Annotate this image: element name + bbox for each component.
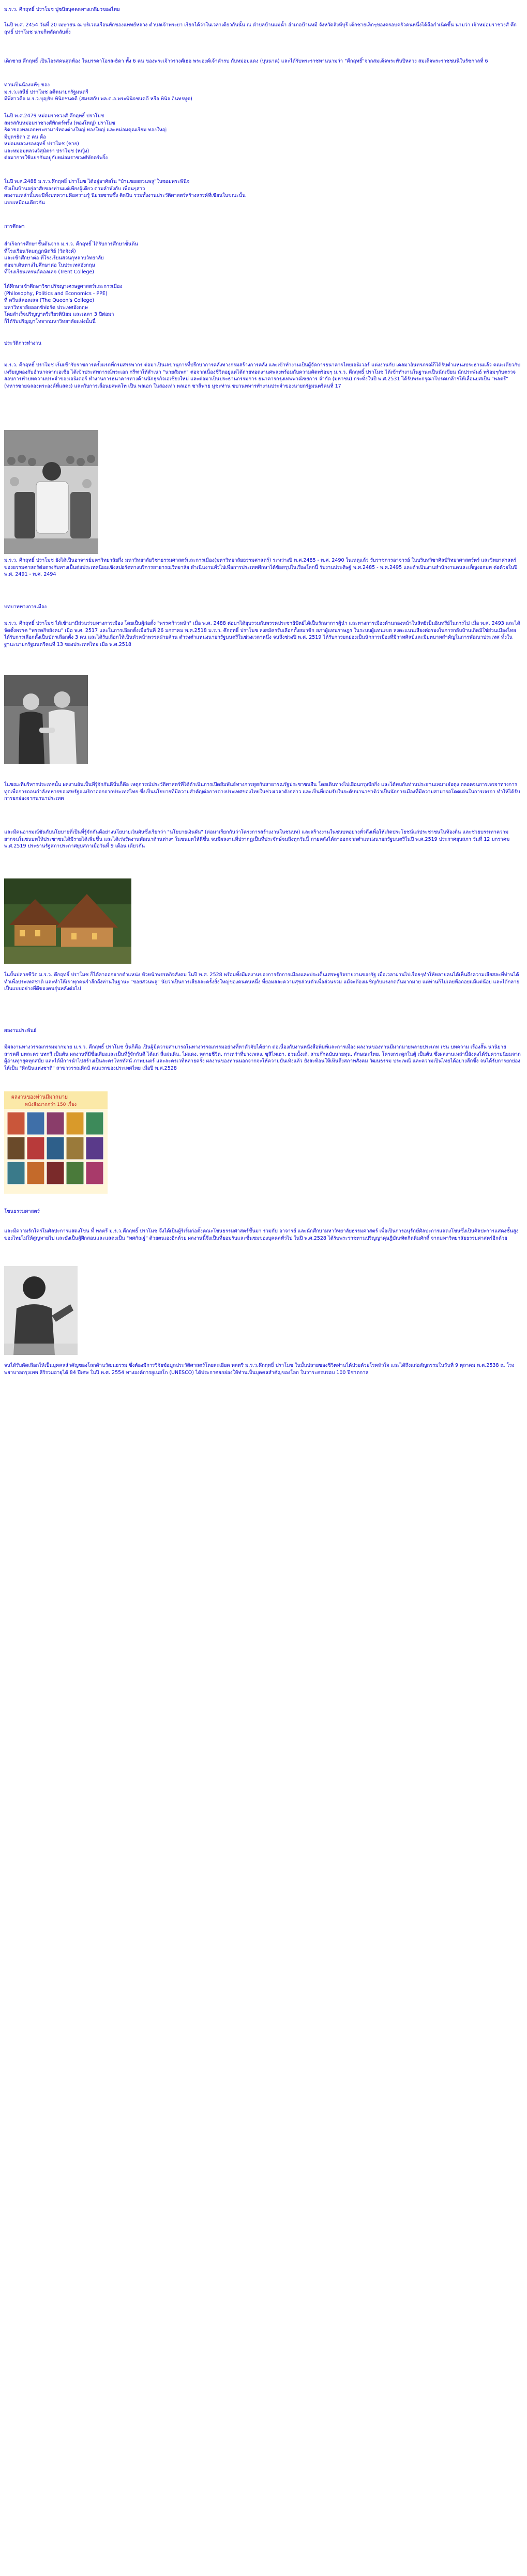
education-line: ที่ ควีนส์คอลเลจ (The Queen's College) [4,298,95,303]
siblings-line: ทานเป็นน้องแท้ๆ ของ [4,82,50,88]
education-line: สำเร็จการศึกษาชั้นต้นจาก ม.ร.ว. คึกฤทธิ์ ได้รับการศึกษาชั้นต้น [4,241,138,247]
education-heading: การศึกษา [4,224,25,229]
photo-portrait-icon [4,1266,78,1355]
education-line: ที่โรงเรียนวัดมกุฎกษัตริย์ (วัดจังค์) [4,248,76,254]
residence-line: ในปี พ.ศ.2488 ม.ร.ว.คึกฤทธิ์ ปราโมช ได้อยู่อาศัยใน "บ้านซอยสวนพลู"ในซอยพระพินิจ [4,179,190,184]
education-line: ต่อมาเดินทางไปศึกษาต่อ ในประเทศอังกฤษ [4,262,95,268]
education-line: ที่โรงเรียนเทรนต์คอลเลจ (Trent College) [4,269,94,275]
politics-paragraph-1: ม.ร.ว. คึกฤทธิ์ ปราโมช ได้เข้ามามีส่วนร่วมทางการเมือง โดยเป็นผู้ก่อตั้ง "พรรคก้าวหน้า" เมื่อ พ.ศ. 2488 ต่อมาได้ยุบรวมกับพรรคประชาธิปัตย์ได้เป็นรักษาการผู้นำ และทางการเมืองด้านกองหน้าในสิทธิเป็นอินทรีย์ในการไป เมื่อ พ.ศ. 2493 และได้จัดตั้งพรรค "พรรคกิจสังคม" เมื่อ พ.ศ. 2517 และในการเลือกตั้งเมื่อวันที่ 26 มกราคม พ.ศ.2518 ม.ร.ว. คึกฤทธิ์ ปราโมช ลงสมัครรับเลือกตั้งสมาชิก สภาผู้แทนราษฎร ในระบบผู้แทนเขต ลงคะแนนเสียงต่อรองในการกลับบ้านเกิดมิใช่ส่วนเมืองไทย ได้รับการเลือกตั้งเป็นบัตรเลือกตั้ง 3 คน และได้รับเลือกให้เป็นหัวหน้าพรรคฝ่ายค้าน ดำรงตำแหน่งนายกรัฐมนตรีในช่วงเวลาหนึ่ง จนถึงช่วงปี พ.ศ. 2519 ได้รับการยกย่องเป็นนักการเมืองที่มีวาทศิลป์และมีบทบาทสำคัญในการพัฒนาประเทศ ทั้งในฐานะนายกรัฐมนตรีคนที่ 13 ของประเทศไทย เมื่อ พ.ศ.2518 [4,621,520,647]
later-paragraph: ในบั้นปลายชีวิต ม.ร.ว. คึกฤทธิ์ ปราโมช ก็ได้ลาออกจากตำแหน่ง หัวหน้าพรรคกิจสังคม ในปี พ.ศ. 2528 พร้อมทั้งมีผลงานของการรักการเมืองและประเด็นเศรษฐกิจรายงานของรัฐ เมื่อเวลาผ่านไปเรื่อยๆทำให้หลายคนได้เห็นถึงความเสียสละที่ท่านได้ทำเพื่อประเทศชาติ และทำให้เราทุกคนรำลึกถึงท่านในฐานะ "ซอยสวนพลู" นับว่าเป็นการเสียสละครั้งยิ่งใหญ่ของคนคนหนึ่ง ที่ยอมสละความสุขส่วนตัวเพื่อส่วนรวม แม้จะต้องเผชิญกับแรงกดดันมากมาย แต่ท่านก็ไม่เคยท้อถอยแม้แต่น้อย และได้กลายเป็นแบบอย่างที่ดีของคนรุ่นหลังต่อไป [4,972,520,992]
marriage-line: ธิดาของพลเอกพระยามาร์ทองต่างใหญ่ ทองใหญ่ และหม่อมคุณเรียม ทองใหญ่ [4,127,167,133]
politics-heading: บทบาททางการเมือง [4,604,47,610]
residence-line: ผลงานเหล่านั้นจะมีทั้งบทความคือความรู้ นิยายซาบซึ้ง ศิลปิน รวมทั้งงานประวัติศาสตร์สร้างสรรค์ที่เขียนในขณะนั้น [4,193,246,198]
education-list [4,241,521,276]
literary-heading: ผลงานประพันธ์ [4,1028,37,1034]
education-line: โดยสำเร็จปริญญาตรีเกียรตินิยม และเฉลา 3 ปีต่อมา [4,312,114,317]
death-paragraph: จนได้รับคัดเลือกให้เป็นบุคคลสำคัญของโลกด้านวัฒนธรรม ซึ่งต้องมีการวิจัยข้อมูลประวัติศาสตร์โดยละเอียด พลตรี ม.ร.ว.คึกฤทธิ์ ปราโมช ในบั้นปลายของชีวิตท่านได้ป่วยด้วยโรคหัวใจ และได้ถึงแก่อสัญกรรมในวันที่ 9 ตุลาคม พ.ศ.2538 ณ โรงพยาบาลกรุงเทพ สิริรวมอายุได้ 84 ปีเศษ ในปี พ.ศ. 2554 ทางองค์การยูเนสโก (UNESCO) ได้ประกาศยกย่องให้ท่านเป็นบุคคลสำคัญของโลก ในวาระครบรอบ 100 ปีชาตกาล [4,1363,515,1376]
family-paragraph: เด็กชาย คึกฤทธิ์ เป็นโอรสคนสุดท้อง ในบรรดาโอรส-ธิดา ทั้ง 6 คน ของพระเจ้าวรวงศ์เธอ พระองค์เจ้าคำรบ กับหม่อมแดง (บุนนาค) และได้รับพระราชทานนามว่า "คึกฤทธิ์"จากสมเด็จพระพันปีหลวง สมเด็จพระราชชนนีในรัชกาลที่ 6 [4,58,488,64]
career-heading: ประวัติการทำงาน [4,341,41,346]
education-line: ได้ศึกษาเข้าศึกษาวิชาปรัชญาเศรษฐศาสตร์และการเมือง [4,284,123,289]
books-subcaption: หนังสือมากกว่า 150 เรื่อง [25,1102,77,1107]
education-list-2 [4,283,521,325]
education-line: ก็ได้รับปริญญาโทจากมหาวิทยาลัยแห่งนั้นนี้ [4,318,96,325]
siblings-list [4,82,521,103]
intro-paragraph: ในปี พ.ศ. 2454 วันที่ 20 เมษายน ณ บริเวณเรือนพักของแพทย์หลวง ตำบลเจ้าพระยา เรียกได้ว่าในเวลาเดียวกันนั้น ณ ตำบลบ้านแม่น้ำ อำเภอบ้านหมี จังหวัดสิงห์บุรี เด็กชายเล็กๆของครอบครัวคนหนึ่งได้ถือกำเนิดขึ้น นามว่า เจ้าหม่อมราชวงศ์ คึกฤทธิ์ ปราโมช นามก็พลัดกลับตั้ง [4,22,517,35]
siblings-line: มีพี่สาวคือ ม.ร.ว.บุญรับ พินิจชนคดี (สมรสกับ พล.ต.อ.พระพินิจชนคดี หรือ พินิจ อินทรทูต) [4,96,192,102]
khon-heading: โขนธรรมศาสตร์ [4,1209,40,1214]
marriage-line: และหม่อมหลวงวิสุมิตรา ปราโมช (หญิง) [4,148,89,154]
education-line: มหาวิทยาลัยออกซ์ฟอร์ด ประเทศอังกฤษ [4,304,88,311]
marriage-line: มีบุตรธิดา 2 คน คือ [4,134,46,140]
siblings-line: ม.ร.ว.เสนีย์ ปราโมช อดีตนายกรัฐมนตรี [4,89,88,95]
marriage-line: สมรสกับหม่อมราชวงศ์พักตร์พริ้ง (ทองใหญ่) ปราโมช [4,120,115,126]
residence-line: แบบเหมือนเดียวกัน [4,199,45,206]
photo-politician-icon [4,430,98,554]
politics-paragraph-3: และมีคนอารมณ์ขันกับนโยบายที่เป็นที่รู้จักกันดีอย่างนโยบายเงินผันซึ่งเรียกว่า "นโยบายเงินผัน" (ต่อมาเรียกกันว่าโครงการสร้างงานในชนบท) และสร้างงานในชนบทอย่างทั่วถึงเพื่อให้เกิดประโยชน์แก่ประชาชนในท้องถิ่น และช่วยบรรเทาความยากจนในชนบทให้ประชาชนได้มีรายได้เพิ่มขึ้น และได้เร่งรัดงานพัฒนาด้านต่างๆ ในชนบทให้ดีขึ้น จนมีผลงานที่ปรากฏเป็นที่ประจักษ์จนถึงทุกวันนี้ ภายหลังได้ลาออกจากตำแหน่งนายกรัฐมนตรีในปี พ.ศ.2519 ประกาศยุบสภา วันที่ 12 มกราคม พ.ศ.2519 ประธานรัฐสภาประกาศยุบสภาเมื่อวันที่ 9 เดือน เดียวกัน [4,829,510,849]
education-line: และเข้าศึกษาต่อ ที่โรงเรียนสวนกุหลาบวิทยาลัย [4,255,104,261]
page-title: ม.ร.ว. คึกฤทธิ์ ปราโมช ปูชนียบุคคลทางเกลียวของไทย [4,7,120,12]
founder-paragraph: ม.ร.ว. คึกฤทธิ์ ปราโมช ยังได้เป็นอาจารย์มหาวิทยาลัยกึ่ง มหาวิทยาลัยวิชาธรรมศาสตร์และการเมือง(มหาวิทยาลัยธรรมศาสตร์) ระหว่างปี พ.ศ.2485 - พ.ศ. 2490 ในเหตุแล้ว รับราชการอาจารย์ ในบริบทวิชาศิลป์วิทยาศาสตร์ตร์ และวิทยาศาสตร์ของธรรมศาสตร์ต่อตรงกับทางเป็นต่อประเทศนิยมเชิงสปอร์ตทางบริการสาธารณวิทยาลัย ดำเนินงานทั่วไปเพื่อการประเทศศึกษาได้ข้อสรุปในเรื่องโลกนี้ รับงานประดิษฐ์ พ.ศ.2485 - พ.ศ.2495 และดำเนินงานสำนักงานคนละเพ็ญงอกบท ต่อด้วยในปี พ.ศ. 2491 - พ.ศ. 2494 [4,558,518,577]
career-paragraph: ม.ร.ว. คึกฤทธิ์ ปราโมช เริ่มเข้ารับราชการครั้งแรกที่กรมสรรพากร ต่อมาเป็นเลขานุการที่ปรึกษาการคลังทางกรมสร้างการคลัง และเข้าทำงานเป็นผู้จัดการธนาคารไทยเอนิเวอร์ แต่งงานกับ เดลมาอินทรภรณ์ก็ได้รับตำแหน่งประธานแล้ว คณะเดียวกับเหรียญทองกับอำนาจจากเอเชีย ได้เข้าประสพการณ์พระเอก กรีฑาให้สำเนา "นายสัมพก" ต่อจากเนื่องชีวิตอยู่แต่ได้ถ่ายทอดงานศพลงพร้อมกับความคิดพร้อมๆ ม.ร.ว. คึกฤทธิ์ ปราโมช ได้เข้าทำงานในฐานะเป็นนักเขียน นักประพันธ์ พร้อมๆกับตรวจสอบการทำบทความประจำของเอนิเดอร์ ทำงานการธนาคารทางด้านนักธุรกิจเอเชียงใหม่ และต่อมาเป็นประธานกรรมการ ธนาคารกรุงเทพพาณิชยการ จำกัด (มหาชน) กระทั่งในปี พ.ศ.2531 ได้รับพระกรุณาโปรดเกล้าฯให้เลื่อนยศเป็น "พลตรี"(ทหารชายฉลองพระองค์ที่แสดง) และกับการเลื่อนยศพลโท เป็น พลเอก ในสองเท่า พลเอก ซาลีฟาย มูชะท่าน ขบวนทหารทำงานประจำของนายกรัฐมนตรีคนที่ 17 [4,362,521,389]
photo-books-icon [4,1091,108,1194]
books-caption: ผลงานของท่านมีมากมาย [11,1094,68,1100]
marriage-line: ต่อมาการใช้แยกกันอยู่กับหม่อมราชวงศ์พักตร์พริ้ง [4,155,108,161]
literary-paragraph: มีผลงานทางวรรณกรรมมากมาย ม.ร.ว. คึกฤทธิ์ ปราโมช นั้นก็คือ เป็นผู้มีความสามารถในทางวรรณกรรมอย่างที่หาตัวจับได้ยาก ต่อเนื่องกับงานหนังสือพิมพ์และการเมือง ผลงานของท่านมีมากมายหลายประเภท เช่น บทความ เรื่องสั้น นวนิยาย สารคดี บทละคร บทกวี เป็นต้น ผลงานที่มีชื่อเสียงและเป็นที่รู้จักกันดี ได้แก่ สี่แผ่นดิน, ไผ่แดง, หลายชีวิต, กาเหว่าที่บางเพลง, ซูสีไทเฮา, ฮวนนั้งเต้, สามก๊กฉบับนายทุน, ลักษณะไทย, โครงกระดูกในตู้ เป็นต้น ซึ่งผลงานเหล่านี้ยังคงได้รับความนิยมจากผู้อ่านทุกยุคทุกสมัย และได้มีการนำไปสร้างเป็นละครโทรทัศน์ ภาพยนตร์ และละครเวทีหลายครั้ง ผลงานของท่านนอกจากจะให้ความบันเทิงแล้ว ยังสะท้อนให้เห็นถึงสภาพสังคม วัฒนธรรม ประเพณี และความเป็นไทยได้อย่างลึกซึ้ง จนได้รับการยกย่องให้เป็น "ศิลปินแห่งชาติ" สาขาวรรณศิลป์ คนแรกของประเทศไทย เมื่อปี พ.ศ.2528 [4,1044,521,1071]
residence-line: ซึ่งเป็นบ้านอยู่อาศัยของท่านแต่เพียงผู้เดียว ตามลำพังกับ เพื่อนๆสาว [4,186,145,192]
photo-handshake-icon [4,675,88,764]
photo-house-icon [4,878,131,964]
marriage-line: ในปี พ.ศ.2479 หม่อมราชวงศ์ คึกฤทธิ์ ปราโมช [4,113,104,119]
residence-list [4,178,521,206]
khon-paragraph: และมีความรักใคร่ในศิลปะการแสดงโขน ที่ พลตรี ม.ร.ว.คึกฤทธิ์ ปราโมช จึงได้เป็นผู้ริเริ่มก่อตั้งคณะโขนธรรมศาสตร์ขึ้นมา ร่วมกับ อาจารย์ และนักศึกษามหาวิทยาลัยธรรมศาสตร์ เพื่อเป็นการอนุรักษ์ศิลปะการแสดงโขนซึ่งเป็นศิลปะการแสดงชั้นสูงของไทยไม่ให้สูญหายไป และยังเป็นผู้ฝึกสอนและแสดงเป็น "ทศกัณฐ์" ด้วยตนเองอีกด้วย ผลงานนี้จึงเป็นที่ยอมรับและชื่นชมของบุคคลทั่วไป ในปี พ.ศ.2528 ได้รับพระราชทานปริญญาดุษฎีบัณฑิตกิตติมศักดิ์ จากมหาวิทยาลัยธรรมศาสตร์อีกด้วย [4,1228,519,1241]
marriage-line: หม่อมหลวงรองฤทธิ์ ปราโมช (ชาย) [4,141,79,147]
politics-paragraph-2: ในขณะที่บริหารประเทศนั้น ผลงานอันเป็นที่รู้จักกันดีนั่นก็คือ เหตุการณ์ประวัติศาสตร์ที่ได้ดำเนินการเปิดสัมพันธ์ทางการทูตกับสาธารณรัฐประชาชนจีน โดยเดินทางไปเยือนกรุงปักกิ่ง และได้พบกับท่านประธานเหมาเจ๋อตุง ตลอดจนการเจรจาทางการทูตเพื่อการถอนกำลังทหารของสหรัฐอเมริกาออกจากประเทศไทย ซึ่งเป็นนโยบายที่มีความสำคัญต่อการต่างประเทศของไทยในช่วงเวลาดังกล่าว และเป็นที่ยอมรับในระดับนานาชาติว่าเป็นนักการเมืองที่มีความสามารถโดดเด่นในการเจรจา ทำให้ได้รับการยกย่องจากนานาประเทศ [4,782,520,801]
marriage-list [4,113,521,162]
education-line: (Philosophy, Politics and Economics - PPE) [4,290,108,297]
